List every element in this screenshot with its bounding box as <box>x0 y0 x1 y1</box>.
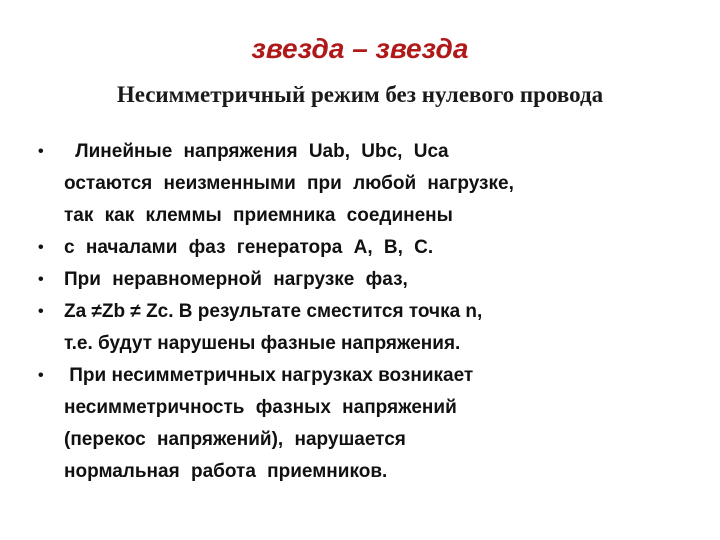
bullet-icon: • <box>38 143 44 160</box>
slide-subtitle: Несимметричный режим без нулевого провода <box>116 82 604 107</box>
bullet-text-line: Линейные напряжения Uab, Ubc, Uca <box>64 141 449 162</box>
bullet-item-uneven-load <box>38 264 698 296</box>
bullet-text-line: остаются неизменными при любой нагрузке, <box>64 173 514 194</box>
bullet-text-line: Za ≠Zb ≠ Zc. В результате сместится точка n, <box>64 301 483 322</box>
bullet-item-asymmetry <box>38 360 698 488</box>
bullet-text-line: несимметричность фазных напряжений <box>64 397 457 418</box>
bullet-icon: • <box>38 271 44 288</box>
bullet-icon: • <box>38 303 44 320</box>
bullet-item-neutral-shift <box>38 296 698 360</box>
bullet-icon: • <box>38 239 44 256</box>
bullet-text-line: нормальная работа приемников. <box>64 461 388 482</box>
bullet-icon: • <box>38 367 44 384</box>
bullet-text-line: (перекос напряжений), нарушается <box>64 429 406 450</box>
bullet-text-line: с началами фаз генератора A, B, C. <box>64 237 434 258</box>
bullet-text-line: При неравномерной нагрузке фаз, <box>64 269 408 290</box>
bullet-text-line: так как клеммы приемника соединены <box>64 205 453 226</box>
bullet-item-line-voltages <box>38 136 698 232</box>
bullet-text-line: При несимметричных нагрузках возникает <box>64 365 474 386</box>
slide-title: звезда – звезда <box>251 33 469 64</box>
bullet-text-line: т.е. будут нарушены фазные напряжения. <box>64 333 461 354</box>
bullet-list <box>38 136 698 488</box>
bullet-item-generator-phases <box>38 232 698 264</box>
